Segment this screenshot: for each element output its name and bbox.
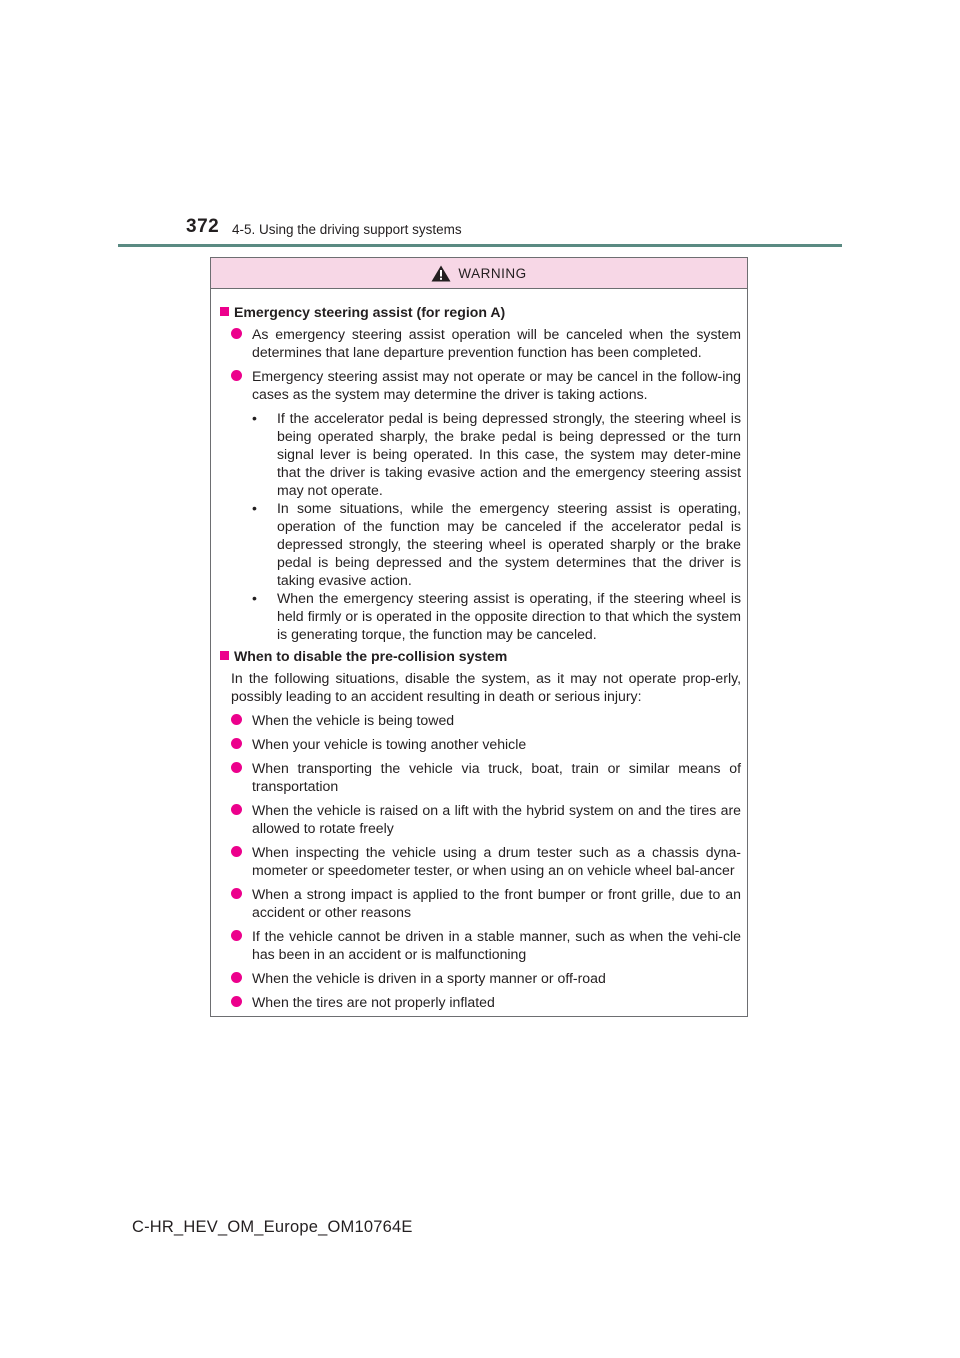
section-heading	[220, 647, 741, 665]
warning-body	[211, 289, 747, 1011]
list-item	[231, 885, 741, 921]
list-item	[231, 711, 741, 729]
list-item-text: When inspecting the vehicle using a drum tester such as a chassis dyna-mometer or speedometer tester, or when using an on vehicle wheel bal-ancer	[252, 844, 741, 878]
list-item	[231, 801, 741, 837]
list-item-text: As emergency steering assist operation will be canceled when the system determines that lane departure prevention function has been completed.	[252, 326, 741, 360]
list-item-text: When a strong impact is applied to the front bumper or front grille, due to an accident or other reasons	[252, 886, 741, 920]
sub-list-item-text: In some situations, while the emergency steering assist is operating, operation of the function may be canceled if the accelerator pedal is depressed strongly, the steering wheel is operated sharply or the brake pedal is being depressed and the system determines that the driver is taking evasive action.	[277, 500, 741, 588]
warning-triangle-icon	[431, 265, 451, 282]
list-item	[231, 969, 741, 987]
list-item-text: When the vehicle is raised on a lift with the hybrid system on and the tires are allowed to rotate freely	[252, 802, 741, 836]
dot-bullet-icon: •	[252, 590, 257, 606]
circle-bullet-icon	[231, 972, 242, 983]
sub-list-item	[252, 589, 741, 643]
document-code: C-HR_HEV_OM_Europe_OM10764E	[132, 1218, 413, 1236]
list-item-text: If the vehicle cannot be driven in a stable manner, such as when the vehi-cle has been in an accident or is malfunctioning	[252, 928, 741, 962]
list-item-text: When the vehicle is being towed	[252, 712, 455, 728]
list-item	[231, 325, 741, 361]
list-item	[231, 759, 741, 795]
section-title: 4-5. Using the driving support systems	[232, 222, 462, 237]
circle-bullet-icon	[231, 762, 242, 773]
section-heading-text: Emergency steering assist (for region A)	[234, 304, 506, 320]
circle-bullet-icon	[231, 996, 242, 1007]
list-item-text: When transporting the vehicle via truck, boat, train or similar means of transportation	[252, 760, 741, 794]
section-heading	[220, 303, 741, 321]
warning-label: WARNING	[458, 265, 527, 281]
sub-list-item	[252, 409, 741, 499]
circle-bullet-icon	[231, 888, 242, 899]
sub-list-item-text: If the accelerator pedal is being depressed strongly, the steering wheel is being operated sharply, the brake pedal is being depressed or the turn signal lever is being operated. In this case, the system may deter-mine that the driver is taking evasive action and the emergency steering assist may not operate.	[277, 410, 741, 498]
list-item	[231, 367, 741, 403]
page-number: 372	[186, 216, 220, 237]
list-item-text: When the vehicle is driven in a sporty manner or off-road	[252, 970, 606, 986]
list-item-text: When your vehicle is towing another vehicle	[252, 736, 527, 752]
section-intro: In the following situations, disable the system, as it may not operate prop-erly, possibly leading to an accident resulting in death or serious injury:	[231, 670, 741, 704]
dot-bullet-icon: •	[252, 500, 257, 516]
list-item	[231, 843, 741, 879]
header-rule	[118, 244, 842, 247]
circle-bullet-icon	[231, 804, 242, 815]
list-item	[231, 993, 741, 1011]
list-item	[231, 735, 741, 753]
sub-list	[220, 409, 741, 643]
list-item-text: Emergency steering assist may not operate or may be cancel in the follow-ing cases as the system may determine the driver is taking actions.	[252, 368, 741, 402]
dot-bullet-icon: •	[252, 410, 257, 426]
section-heading-text: When to disable the pre-collision system	[234, 648, 508, 664]
circle-bullet-icon	[231, 930, 242, 941]
sub-list-item	[252, 499, 741, 589]
circle-bullet-icon	[231, 328, 242, 339]
circle-bullet-icon	[231, 846, 242, 857]
list-item	[231, 927, 741, 963]
square-bullet-icon	[220, 651, 229, 660]
warning-box	[210, 257, 748, 1017]
sub-list-item-text: When the emergency steering assist is operating, if the steering wheel is held firmly or is operated in the opposite direction to that which the system is generating torque, the function may be canceled.	[277, 590, 741, 642]
circle-bullet-icon	[231, 738, 242, 749]
circle-bullet-icon	[231, 714, 242, 725]
square-bullet-icon	[220, 307, 229, 316]
circle-bullet-icon	[231, 370, 242, 381]
list-item-text: When the tires are not properly inflated	[252, 994, 495, 1010]
warning-header	[211, 258, 747, 289]
